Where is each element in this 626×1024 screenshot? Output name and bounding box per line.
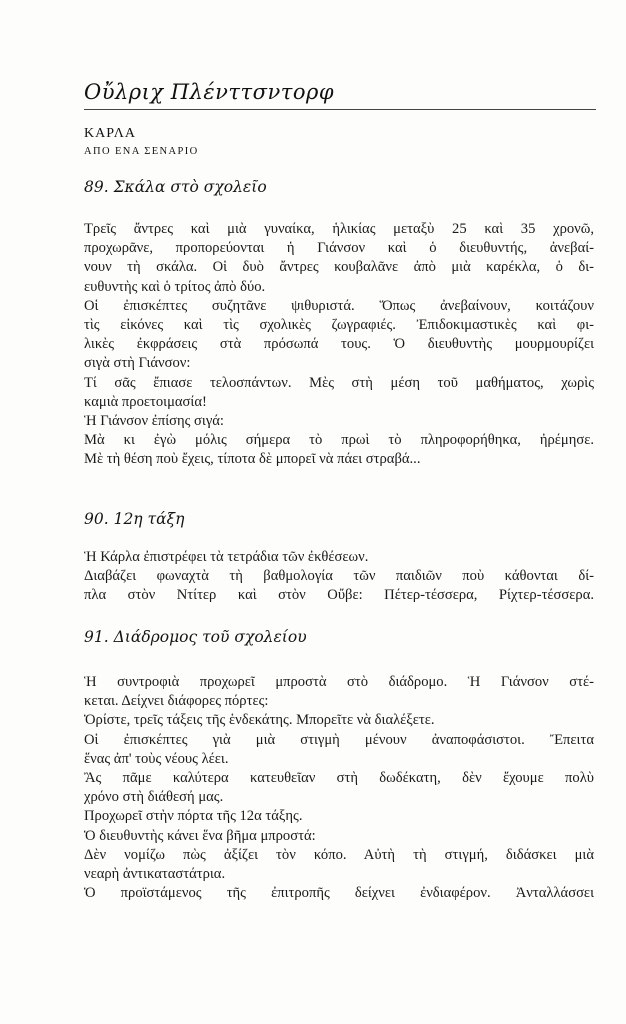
text-line: Μὲ τὴ θέση ποὺ ἔχεις, τίποτα δὲ μπορεῖ νὰ πάει στραβά...	[84, 451, 421, 468]
text-line: κεται. Δείχνει διάφορες πόρτες:	[84, 693, 269, 710]
text-line: λικὲς ἐκφράσεις στὰ πρόσωπά τους. Ὁ διευθυντὴς μουρμουρίζει	[84, 336, 594, 353]
text-line: Δὲν νομίζω πὼς ἀξίζει τὸν κόπο. Αὐτὴ τὴ στιγμή, διδάσκει μιὰ	[84, 846, 594, 863]
text-line: ευθυντὴς καὶ ὁ τρίτος ἀπὸ δύο.	[84, 278, 266, 295]
text-line: τὶς εἰκόνες καὶ τὶς σχολικὲς ζωγραφιές. Ἐπιδοκιμαστικὲς καὶ φι-	[84, 316, 594, 333]
text-line: ἕνας ἀπ' τοὺς νέους λέει.	[84, 750, 229, 767]
text-line: Ἡ Κάρλα ἐπιστρέφει τὰ τετράδια τῶν ἐκθέσεων.	[84, 549, 369, 565]
text-line: Οἱ ἐπισκέπτες γιὰ μιὰ στιγμὴ μένουν ἀναποφάσιστοι. Ἔπειτα	[84, 731, 594, 748]
scene-body-89	[84, 220, 604, 469]
text-line: Οἱ ἐπισκέπτες συζητᾶνε ψιθυριστά. Ὅπως ἀνεβαίνουν, κοιτάζουν	[84, 297, 594, 314]
text-line: νουν τὴ σκάλα. Οἱ δυὸ ἄντρες κουβαλᾶνε ἀπὸ μιὰ καρέκλα, ὁ δι-	[84, 259, 594, 276]
text-line: Τρεῖς ἄντρες καὶ μιὰ γυναίκα, ἡλικίας μεταξὺ 25 καὶ 35 χρονῶ,	[84, 221, 594, 237]
scene-body-91	[84, 673, 604, 903]
text-line: προχωρᾶνε, προπορεύονται ἡ Γιάνσον καὶ ὁ διευθυντής, ἀνεβαί-	[84, 240, 594, 257]
text-line: σιγὰ στὴ Γιάνσον:	[84, 355, 191, 372]
section-subtitle: ΑΠΟ ΕΝΑ ΣΕΝΑΡΙΟ	[84, 146, 199, 157]
text-line: νεαρὴ ἀντικαταστάτρια.	[84, 865, 226, 882]
section-title: ΚΑΡΛΑ	[84, 126, 136, 141]
text-line: Τί σᾶς ἔπιασε τελοσπάντων. Μὲς στὴ μέση τοῦ μαθήματος, χωρὶς	[84, 374, 594, 391]
text-line: Διαβάζει φωναχτὰ τὴ βαθμολογία τῶν παιδιῶν ποὺ κάθονται δί-	[84, 568, 594, 585]
text-line: Ὁρίστε, τρεῖς τάξεις τῆς ἑνδεκάτης. Μπορεῖτε νὰ διαλέξετε.	[84, 712, 435, 729]
scene-title-91: 91. Διάδρομος τοῦ σχολείου	[84, 628, 307, 646]
text-line: χρόνο στὴ διάθεσή μας.	[84, 789, 224, 806]
text-line: καμιὰ προετοιμασία!	[84, 393, 207, 410]
text-line: πλα στὸν Ντίτερ καὶ στὸν Οὔβε: Πέτερ-τέσσερα, Ρίχτερ-τέσσερα.	[84, 587, 594, 604]
text-line: Προχωρεῖ στὴν πόρτα τῆς 12α τάξης.	[84, 808, 303, 825]
scene-body-90	[84, 548, 604, 606]
text-line: Ὁ προϊστάμενος τῆς ἐπιτροπῆς δείχνει ἐνδιαφέρον. Ἀνταλλάσσει	[84, 885, 594, 902]
text-line: Ὁ διευθυντὴς κάνει ἕνα βῆμα μπροστά:	[84, 827, 316, 844]
scene-title-90: 90. 12η τάξη	[84, 510, 185, 528]
text-line: Ἡ συντροφιὰ προχωρεῖ μπροστὰ στὸ διάδρομο. Ἡ Γιάνσον στέ-	[84, 674, 594, 690]
text-line: Μὰ κι ἐγὼ μόλις σήμερα τὸ πρωὶ τὸ πληροφορήθηκα, ἠρέμησε.	[84, 432, 594, 449]
running-header-author: Οὔλριχ Πλένττσντορφ	[84, 80, 335, 104]
text-line: Ἡ Γιάνσον ἐπίσης σιγά:	[84, 412, 224, 429]
scene-title-89: 89. Σκάλα στὸ σχολεῖο	[84, 178, 267, 196]
text-line: Ἂς πᾶμε καλύτερα κατευθεῖαν στὴ δωδέκατη, δὲν ἔχουμε πολὺ	[84, 769, 594, 786]
header-rule	[84, 109, 596, 110]
